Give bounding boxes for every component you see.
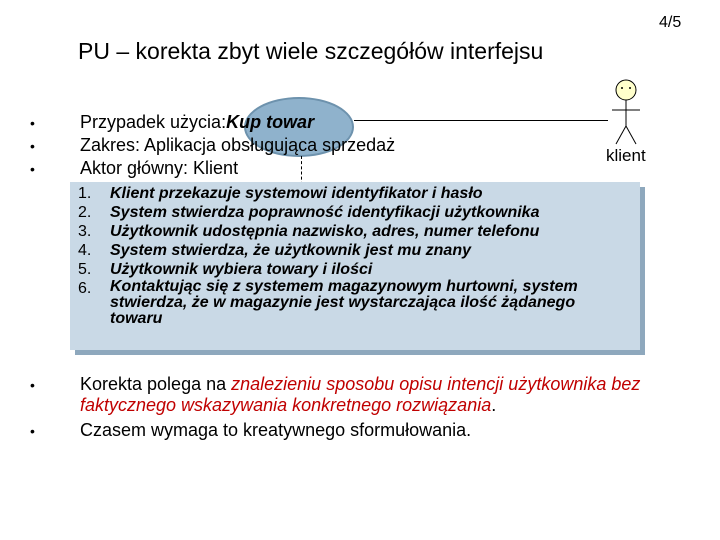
bullet-correction [30,374,690,416]
bullet-dot: • [30,161,35,177]
step-text: System stwierdza, że użytkownik jest mu znany [110,242,471,259]
step-number: 1. [78,185,92,202]
correction-emphasis: znalezieniu sposobu opisu intencji użytkownika bez faktycznego wskazywania konkretnego rozwiązania [80,374,641,415]
bullet-dot: • [30,138,35,154]
step-text: Użytkownik udostępnia nazwisko, adres, numer telefonu [110,223,540,240]
creativity-text: Czasem wymaga to kreatywnego sformułowania. [80,420,472,440]
slide-title: PU – korekta zbyt wiele szczegółów interfejsu [78,38,544,64]
list-item [78,184,630,203]
bullet-dot: • [30,377,35,393]
scope-text: Zakres: Aplikacja obsługująca sprzedaż [80,135,396,155]
step-number: 5. [78,261,92,278]
list-item [78,241,630,260]
list-item [78,203,630,222]
actor-label: klient [606,146,646,165]
correction-text [80,374,690,416]
use-case-label: Przypadek użycia: [80,112,227,132]
step-number: 6. [78,280,92,297]
step-number: 4. [78,242,92,259]
list-item [78,222,630,241]
use-case-name: Kup towar [226,112,315,132]
bullet-use-case [30,112,395,135]
actor-stick-figure-icon [606,78,646,148]
actor-text: Aktor główny: Klient [80,158,239,178]
step-text: Użytkownik wybiera towary i ilości [110,261,373,278]
correction-post: . [491,395,497,415]
bullet-actor [30,158,395,181]
bullet-dot: • [30,423,35,439]
list-item [78,279,630,327]
step-number: 2. [78,204,92,221]
bullet-creativity [30,420,690,443]
bullet-scope [30,135,395,158]
correction-pre: Korekta polega na [80,374,232,394]
page-number: 4/5 [659,14,682,31]
correction-bullets [30,374,690,447]
list-item [78,260,630,279]
step-number: 3. [78,223,92,240]
step-text: System stwierdza poprawność identyfikacji użytkownika [110,204,540,221]
scenario-steps [78,184,630,327]
use-case-bullets [30,112,395,181]
bullet-dot: • [30,115,35,131]
step-text: Klient przekazuje systemowi identyfikator i hasło [110,185,483,202]
step-text: Kontaktując się z systemem magazynowym hurtowni, system stwierdza, że w magazynie jest wystarczająca ilość żądanego towaru [110,278,578,327]
